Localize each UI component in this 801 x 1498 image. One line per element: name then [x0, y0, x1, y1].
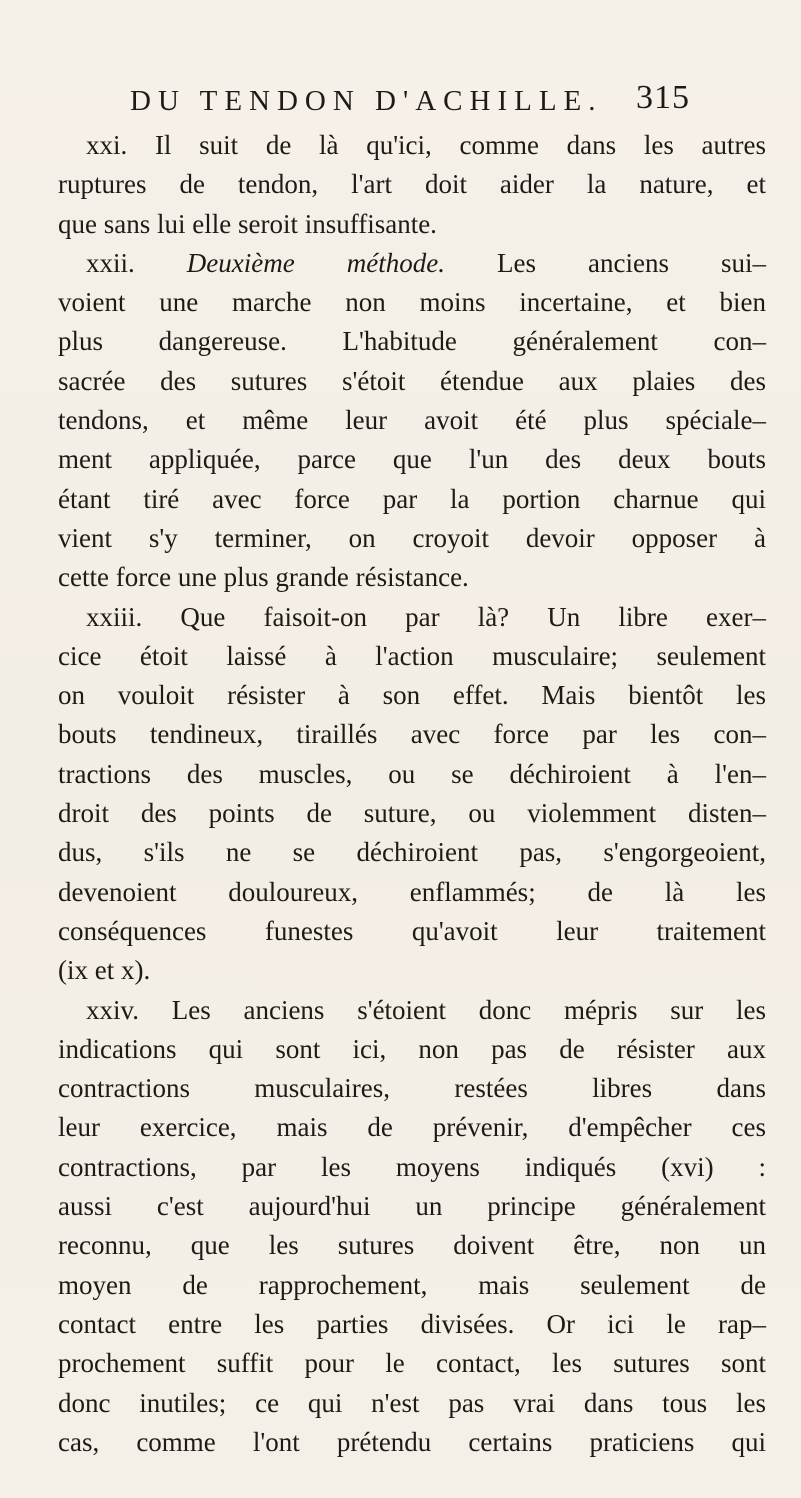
text-line: vient s'y terminer, on croyoit devoir opposer à [58, 522, 766, 553]
running-head-title: DU TENDON D'ACHILLE. [130, 85, 603, 117]
text-line: contact entre les parties divisées. Or ici le rap– [58, 1308, 766, 1339]
text-line: tendons, et même leur avoit été plus spéciale– [58, 405, 766, 436]
text-line: moyen de rapprochement, mais seulement de [58, 1269, 766, 1300]
text-line: contractions, par les moyens indiqués (xvi) : [58, 1151, 766, 1182]
text-line: voient une marche non moins incertaine, et bien [58, 287, 766, 318]
text-line: tractions des muscles, ou se déchiroient à l'en– [58, 758, 766, 789]
text-line: reconnu, que les sutures doivent être, non un [58, 1230, 766, 1261]
text-line: xxi. Il suit de là qu'ici, comme dans les autres [86, 130, 766, 160]
text-line [58, 244, 766, 283]
text-line: leur exercice, mais de prévenir, d'empêcher ces [58, 1112, 766, 1143]
text-line: xxiii. Que faisoit-on par là? Un libre exer– [86, 601, 766, 632]
text-line: ruptures de tendon, l'art doit aider la nature, et [58, 169, 766, 200]
section-heading: Deuxième méthode. [186, 247, 445, 278]
text-line: cas, comme l'ont prétendu certains praticiens qui [58, 1426, 766, 1457]
text-line: (ix et x). [58, 955, 151, 986]
text-line: que sans lui elle seroit insuffisante. [58, 208, 437, 239]
text-line: aussi c'est aujourd'hui un principe généralement [58, 1191, 766, 1222]
section-number: xxii. [86, 247, 135, 278]
body-text [58, 126, 766, 1462]
text-line: conséquences funestes qu'avoit leur traitement [58, 915, 766, 946]
text-line: bouts tendineux, tiraillés avec force par les con– [58, 719, 766, 750]
text-line: dus, s'ils ne se déchiroient pas, s'engorgeoient, [58, 837, 766, 868]
text-line: prochement suffit pour le contact, les sutures sont [58, 1348, 766, 1379]
text-line: donc inutiles; ce qui n'est pas vrai dans tous les [58, 1387, 766, 1418]
text-line: cice étoit laissé à l'action musculaire; seulement [58, 640, 766, 671]
text-line: ment appliquée, parce que l'un des deux bouts [58, 444, 766, 475]
text-line: devenoient douloureux, enflammés; de là les [58, 876, 766, 907]
text-line: étant tiré avec force par la portion charnue qui [58, 483, 766, 514]
text-line: plus dangereuse. L'habitude généralement con– [58, 326, 766, 357]
text-fragment: Les anciens sui– [497, 247, 767, 278]
text-line: droit des points de suture, ou violemment disten– [58, 798, 766, 829]
text-line: indications qui sont ici, non pas de résister aux [58, 1033, 766, 1064]
page-number: 315 [636, 79, 690, 116]
text-line: cette force une plus grande résistance. [58, 562, 469, 593]
text-line: sacrée des sutures s'étoit étendue aux plaies des [58, 365, 766, 396]
text-line: contractions musculaires, restées libres dans [58, 1073, 766, 1104]
text-line: xxiv. Les anciens s'étoient donc mépris sur les [86, 994, 766, 1025]
text-line: on vouloit résister à son effet. Mais bientôt les [58, 680, 766, 711]
running-head [130, 79, 690, 125]
